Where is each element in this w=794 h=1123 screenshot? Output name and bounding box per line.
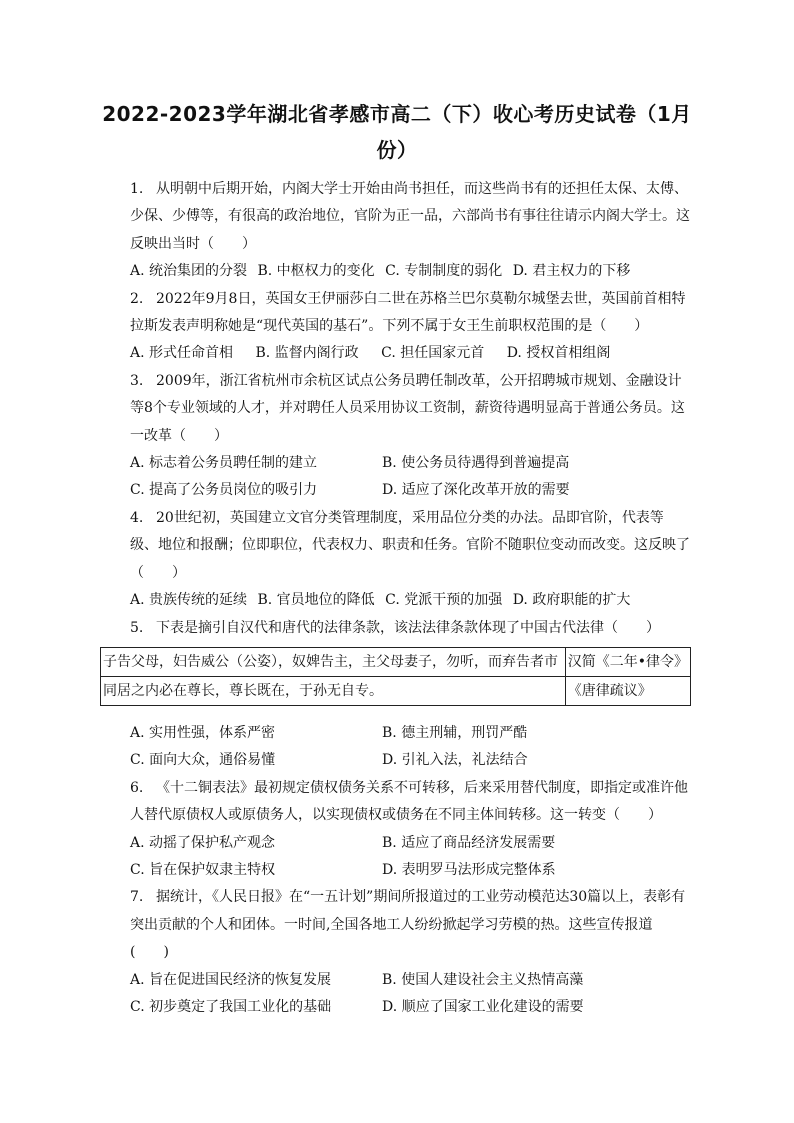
question-1	[130, 176, 690, 286]
options-row	[130, 587, 690, 614]
option-b: B. 适应了商品经济发展需要	[382, 834, 556, 851]
question-4	[130, 505, 690, 615]
question-text: 从明朝中后期开始，内阁大学士开始由尚书担任，而这些尚书有的还担任太保、太傅、少保、少傅等，有很高的政治地位，官阶为正一品，六部尚书有事往往请示内阁大学士。这反映出当时（ ）	[130, 181, 690, 252]
option-c: C. 党派干预的加强	[385, 592, 503, 609]
options-row	[130, 830, 690, 857]
question-2	[130, 286, 690, 368]
option-b: B. 官员地位的降低	[257, 592, 375, 609]
question-number: 7.	[130, 889, 144, 906]
option-c: C. 面向大众，通俗易懂	[130, 752, 276, 769]
question-text: 《十二铜表法》最初规定债权债务关系不可转移，后来采用替代制度，即指定或准许他人替代原债权人或原债务人，以实现债权或债务在不同主体间转移。这一转变（ ）	[130, 779, 688, 824]
question-number: 6.	[130, 779, 144, 796]
options-row	[130, 967, 690, 994]
question-number: 3.	[130, 372, 144, 389]
option-a: A. 实用性强，体系严密	[130, 724, 276, 741]
option-c: C. 专制制度的弱化	[385, 263, 503, 280]
options-row	[130, 450, 690, 477]
option-b: B. 使公务员待遇得到普遍提高	[382, 455, 570, 472]
options-row	[130, 857, 690, 884]
options-row	[130, 477, 690, 504]
question-text: 下表是摘引自汉代和唐代的法律条款，该法法律条款体现了中国古代法律（ ）	[156, 619, 660, 636]
question-3	[130, 368, 690, 505]
question-text: 据统计，《人民日报》在“一五计划”期间所报道过的工业劳动模范达30篇以上，表彰有突出贡献的个人和团体。一时间,全国各地工人纷纷掀起学习劳模的热。这些宣传报道( )	[130, 889, 686, 961]
option-c: C. 提高了公务员岗位的吸引力	[130, 482, 318, 499]
options-row	[130, 747, 690, 774]
options-row	[130, 994, 690, 1021]
question-7	[130, 884, 690, 1021]
options-row	[130, 340, 690, 367]
option-c: C. 担任国家元首	[381, 345, 485, 362]
question-number: 1.	[130, 181, 144, 197]
table-cell-clause: 同居之内必在尊长，尊长既在，于孙无自专。	[101, 676, 566, 705]
option-a: A. 标志着公务员聘任制的建立	[130, 455, 318, 472]
exam-title	[60, 96, 734, 168]
option-b: B. 监督内阁行政	[255, 345, 359, 362]
option-d: D. 引礼入法，礼法结合	[382, 752, 528, 769]
table-row	[101, 676, 691, 705]
question-number: 4.	[130, 509, 144, 526]
table-cell-source: 汉简《二年•律令》	[565, 647, 690, 676]
option-a: A. 贵族传统的延续	[130, 592, 248, 609]
option-b: B. 使国人建设社会主义热情高藻	[382, 971, 584, 988]
question-number: 5.	[130, 619, 144, 636]
option-d: D. 表明罗马法形成完整体系	[382, 861, 556, 878]
option-a: A. 动摇了保护私产观念	[130, 834, 276, 851]
exam-title-line2: 份）	[376, 138, 418, 162]
table-row	[101, 647, 691, 676]
option-b: B. 中枢权力的变化	[257, 263, 375, 280]
question-text: 2022年9月8日，英国女王伊丽莎白二世在苏格兰巴尔莫勒尔城堡去世，英国前首相特拉斯发表声明称她是“现代英国的基石”。下列不属于女王生前职权范围的是（ ）	[130, 290, 686, 335]
options-row	[130, 258, 690, 285]
question-6	[130, 775, 690, 885]
question-text: 20世纪初，英国建立文官分类管理制度，采用品位分类的办法。品即官阶，代表等级、地位和报酬；位即职位，代表权力、职责和任务。官阶不随职位变动而改变。这反映了（ ）	[130, 509, 690, 581]
question-5	[103, 615, 690, 775]
law-table	[100, 647, 691, 706]
option-d: D. 授权首相组阁	[506, 345, 611, 362]
option-c: C. 初步奠定了我国工业化的基础	[130, 998, 332, 1015]
option-d: D. 君主权力的下移	[512, 263, 631, 280]
option-a: A. 形式任命首相	[130, 345, 234, 362]
option-d: D. 政府职能的扩大	[512, 592, 631, 609]
questions-list	[103, 176, 690, 1021]
option-a: A. 统治集团的分裂	[130, 263, 248, 280]
option-a: A. 旨在促进国民经济的恢复发展	[130, 971, 332, 988]
option-b: B. 德主刑辅，刑罚严酷	[382, 724, 528, 741]
option-d: D. 适应了深化改革开放的需要	[382, 482, 570, 499]
question-text: 2009年，浙江省杭州市余杭区试点公务员聘任制改革，公开招聘城市规划、金融设计等8个专业领域的人才，并对聘任人员采用协议工资制，薪资待遇明显高于普通公务员。这一改革（ ）	[130, 372, 685, 444]
table-cell-source: 《唐律疏议》	[565, 676, 690, 705]
options-row	[130, 720, 690, 747]
exam-title-line1: 2022-2023学年湖北省孝感市高二（下）收心考历史试卷（1月	[102, 102, 692, 126]
question-number: 2.	[130, 290, 144, 307]
table-cell-clause: 子告父母，妇告威公（公姿），奴婢告主，主父母妻子，勿听，而弃告者市	[101, 647, 566, 676]
option-c: C. 旨在保护奴隶主特权	[130, 861, 276, 878]
option-d: D. 顺应了国家工业化建设的需要	[382, 998, 584, 1015]
